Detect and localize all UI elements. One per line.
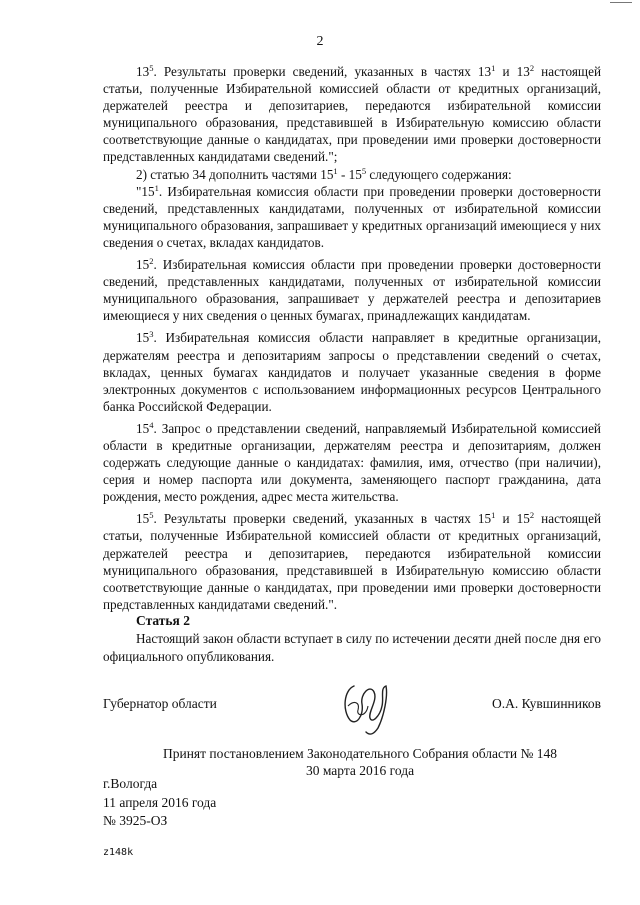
paragraph-text: . Избирательная комиссия области при проведении проверки достоверности сведений, представленных кандидатами, полученных от избирательной комиссии муниципального образования, запрашивает у кредитных организаций имеющиеся у них сведения о счетах, вкладах кандидатов. <box>103 183 601 250</box>
paragraph-15-5 <box>103 510 601 613</box>
paragraph-text: и 15 <box>495 511 530 527</box>
paragraph-number: 13 <box>136 64 150 79</box>
paragraph-superscript: 5 <box>149 63 154 73</box>
article-2-title: Статья 2 <box>136 613 190 628</box>
page-number: 2 <box>316 34 324 49</box>
paragraph-item-2 <box>103 166 601 183</box>
paragraph-15-2 <box>103 256 601 324</box>
adoption-line-1: Принят постановлением Законодательного Собрания области № 148 <box>162 746 558 761</box>
paragraph-number: 15 <box>136 257 150 273</box>
reference-superscript: 1 <box>491 63 496 73</box>
place-and-date <box>103 775 216 831</box>
paragraph-text: следующего содержания: <box>366 166 512 182</box>
adoption-note <box>130 745 590 779</box>
place: г.Вологда <box>103 776 158 791</box>
paragraph-text: . Запрос о представлении сведений, направляемый Избирательной комиссией области в кредитные организации, держателям реестра и депозитариям, должен содержать следующие данные о кандидатах: фамилия, имя, отчество (при наличии), серия и номер паспорта или документа, заменяющего паспорт гражданина, дата рождения, место рождения, адрес места жительства. <box>103 420 601 505</box>
paragraph-text: . Избирательная комиссия области направляет в кредитные организации, держателям реестра и депозитариям запросы о представлении сведений о счетах, вкладах, ценных бумагах кандидатов и получает указанные сведения в форме электронных документов с использованием информационных ресурсов Центрального банка Российской Федерации. <box>103 330 601 414</box>
governor-signature <box>340 676 390 738</box>
law-body <box>103 63 601 613</box>
paragraph-15-1 <box>103 183 601 251</box>
governor-title: Губернатор области <box>103 696 217 711</box>
paragraph-superscript: 4 <box>149 419 154 430</box>
paragraph-15-4 <box>103 420 601 505</box>
corner-mark <box>610 2 632 3</box>
paragraph-number: 15 <box>136 330 150 346</box>
paragraph-superscript: 5 <box>149 510 154 521</box>
paragraph-text: - 15 <box>337 166 362 182</box>
reference-superscript: 2 <box>529 510 535 521</box>
paragraph-superscript: 1 <box>154 182 159 193</box>
signing-date: 11 апреля 2016 года <box>103 794 217 810</box>
paragraph-text: настоящей статьи, полученные Избирательной комиссией области от кредитных организаций, держателей реестра и депозитариев, передаются избирательной комиссии муниципального образования, представившей в Избирательную комиссию области соответствующие данные о кандидатах, при проведении ими проверки достоверности представленных кандидатами сведений.". <box>103 511 601 612</box>
paragraph-text: настоящей статьи, полученные Избирательной комиссией области от кредитных организаций, держателей реестра и депозитариев, передаются избирательной комиссии муниципального образования, представившей в Избирательную комиссию области соответствующие данные о кандидатах, при проведении ими проверки достоверности представленных кандидатами сведений."; <box>103 64 601 165</box>
article-2-body <box>103 630 601 665</box>
paragraph-number: 15 <box>136 420 150 436</box>
reference-superscript: 2 <box>529 63 535 73</box>
law-number: № 3925-ОЗ <box>103 813 168 828</box>
document-code: z148k <box>103 847 134 858</box>
paragraph-15-3 <box>103 329 601 414</box>
paragraph-text: . Результаты проверки сведений, указанных в частях 13 <box>153 64 492 79</box>
article-2-text: Настоящий закон области вступает в силу по истечении десяти дней после дня его официального опубликования. <box>103 631 601 664</box>
reference-superscript: 1 <box>491 510 496 521</box>
adoption-line-2: 30 марта 2016 года <box>305 763 415 778</box>
paragraph-number: 15 <box>136 511 150 527</box>
paragraph-number: "15 <box>136 183 155 199</box>
reference-superscript: 1 <box>333 165 338 176</box>
paragraph-13-5 <box>103 63 601 166</box>
paragraph-text: . Результаты проверки сведений, указанных в частях 15 <box>153 511 492 527</box>
paragraph-text: и 13 <box>495 64 530 79</box>
paragraph-text: . Избирательная комиссия области при проведении проверки достоверности сведений, представленных кандидатами, полученных от избирательной комиссии муниципального образования, запрашивает у держателей реестра и депозитариев имеющиеся у них сведения о ценных бумагах, принадлежащих кандидатам. <box>103 257 601 324</box>
paragraph-superscript: 2 <box>149 256 154 267</box>
paragraph-text: 2) статью 34 дополнить частями 15 <box>136 166 334 182</box>
paragraph-superscript: 3 <box>149 329 154 340</box>
governor-name: О.А. Кувшинников <box>491 696 601 711</box>
reference-superscript: 5 <box>361 165 367 176</box>
